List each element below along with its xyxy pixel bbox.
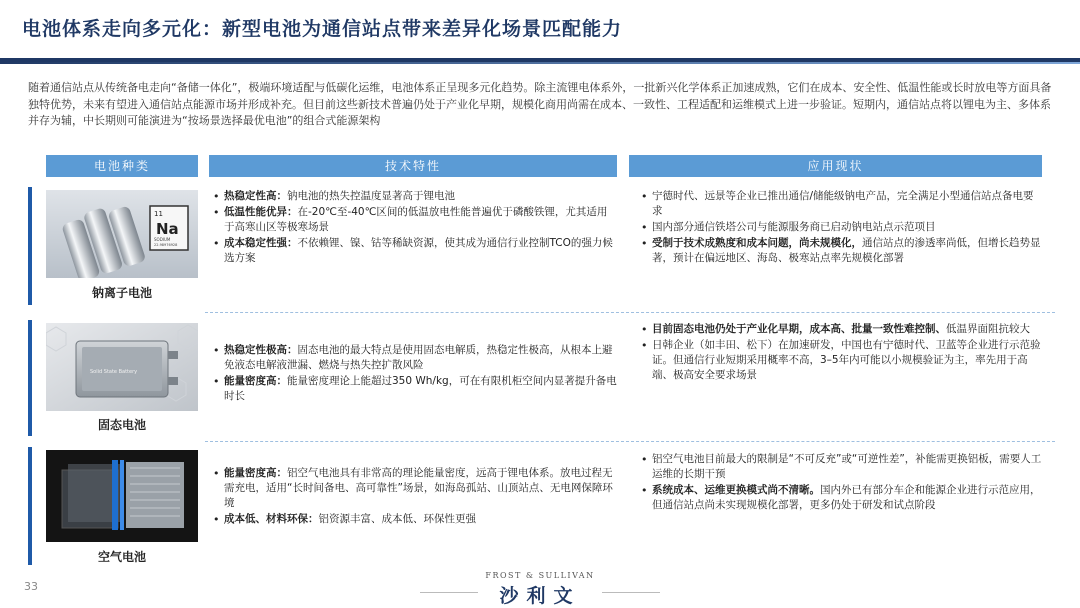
solid-state-pack-label: Solid State Battery (90, 369, 138, 375)
list-item: • 受制于技术成熟度和成本问题，尚未规模化，通信站点的渗透率尚低，但增长趋势显著，预计在偏远地区、海岛、极寒站点率先规模化部署 (652, 236, 1042, 266)
list-item: • 铝空气电池目前最大的限制是“不可反充”或“可逆性差”，补能需更换铝板，需要人工运维的长期干预 (652, 452, 1042, 482)
row-accent-bar (28, 447, 32, 565)
row-accent-bar (28, 187, 32, 305)
list-item: • 成本稳定性强：不依赖锂、镍、钴等稀缺资源，使其成为通信行业控制TCO的强力候选方案 (224, 236, 617, 266)
list-item: • 热稳定性高：钠电池的热失控温度显著高于锂电池 (224, 189, 617, 204)
tech-list-solid-state (212, 343, 617, 405)
header-application-status: 应用现状 (629, 155, 1042, 177)
battery-label-sodium: 钠离子电池 (91, 286, 152, 300)
row-separator (205, 441, 1055, 442)
battery-label-solid-state: 固态电池 (97, 418, 146, 432)
logo-divider (602, 592, 660, 593)
header-tech-features: 技术特性 (209, 155, 617, 177)
sodium-battery-image (46, 190, 198, 278)
na-tile-name: SODIUM (154, 237, 171, 242)
header-battery-type: 电池种类 (46, 155, 198, 177)
na-tile-number: 11 (154, 210, 163, 218)
tech-list-air (212, 466, 617, 528)
app-list-solid-state (640, 322, 1042, 384)
solid-state-battery-image (46, 323, 198, 411)
tech-list-sodium (212, 189, 617, 267)
intro-paragraph: 随着通信站点从传统备电走向“备储一体化”，极端环境适配与低碳化运维，电池体系正呈现多元化趋势。除主流锂电体系外，一批新兴化学体系正加速成熟，它们在成本、安全性、低温性能或长时放电等方面具备独特优势，未来有望进入通信站点能源市场并形成补充。但目前这些新技术普遍仍处于产业化早期，规模化商用尚需在成本、一致性、工程适配和运维模式上进一步验证。短期内，通信站点将以锂电为主、多体系并存为辅，中长期则可能演进为“按场景选择最优电池”的组合式能源架构 (28, 81, 1052, 127)
list-item: • 成本低、材料环保：铝资源丰富、成本低、环保性更强 (224, 512, 617, 527)
app-list-sodium (640, 189, 1042, 267)
list-item: • 热稳定性极高：固态电池的最大特点是使用固态电解质，热稳定性极高，从根本上避免液态电解液泄漏、燃烧与热失控扩散风险 (224, 343, 617, 373)
page-title: 电池体系走向多元化：新型电池为通信站点带来差异化场景匹配能力 (22, 18, 623, 40)
list-item: • 目前固态电池仍处于产业化早期，成本高、批量一致性难控制、低温界面阻抗较大 (652, 322, 1042, 337)
air-battery-image (46, 450, 198, 542)
list-item: • 系统成本、运维更换模式尚不清晰。国内外已有部分车企和能源企业进行示范应用，但通信站点尚未实现规模化部署，更多仍处于研发和试点阶段 (652, 483, 1042, 513)
row-separator (205, 312, 1055, 313)
list-item: • 低温性能优异：在-20℃至-40℃区间的低温放电性能普遍优于磷酸铁锂，尤其适用于高寒山区等极寒场景 (224, 205, 617, 235)
logo-wordmark: FROST & SULLIVAN (485, 571, 595, 580)
row-accent-bar (28, 320, 32, 436)
title-rule-accent (0, 62, 1080, 64)
app-list-air (640, 452, 1042, 514)
logo: 沙利文 (499, 585, 581, 607)
battery-label-air: 空气电池 (97, 550, 146, 564)
na-tile-symbol: Na (156, 220, 179, 238)
list-item: • 能量密度高：铝空气电池具有非常高的理论能量密度，远高于锂电体系。放电过程无需充电，适用“长时间备电、高可靠性”场景，如海岛孤站、山顶站点、无电网保障环境 (224, 466, 617, 511)
list-item: • 日韩企业（如丰田、松下）在加速研发，中国也有宁德时代、卫蓝等企业进行示范验证。但通信行业短期采用概率不高，3–5年内可能以小规模验证为主，率先用于高端、极高安全要求场景 (652, 338, 1042, 383)
list-item: • 宁德时代、远景等企业已推出通信/储能级钠电产品，完全满足小型通信站点备电要求 (652, 189, 1042, 219)
page-number: 33 (24, 580, 38, 593)
list-item: • 国内部分通信铁塔公司与能源服务商已启动钠电站点示范项目 (652, 220, 1042, 235)
na-tile-mass: 22.98976928 (154, 243, 178, 247)
list-item: • 能量密度高：能量密度理论上能超过350 Wh/kg，可在有限机柜空间内显著提升备电时长 (224, 374, 617, 404)
logo-divider (420, 592, 478, 593)
